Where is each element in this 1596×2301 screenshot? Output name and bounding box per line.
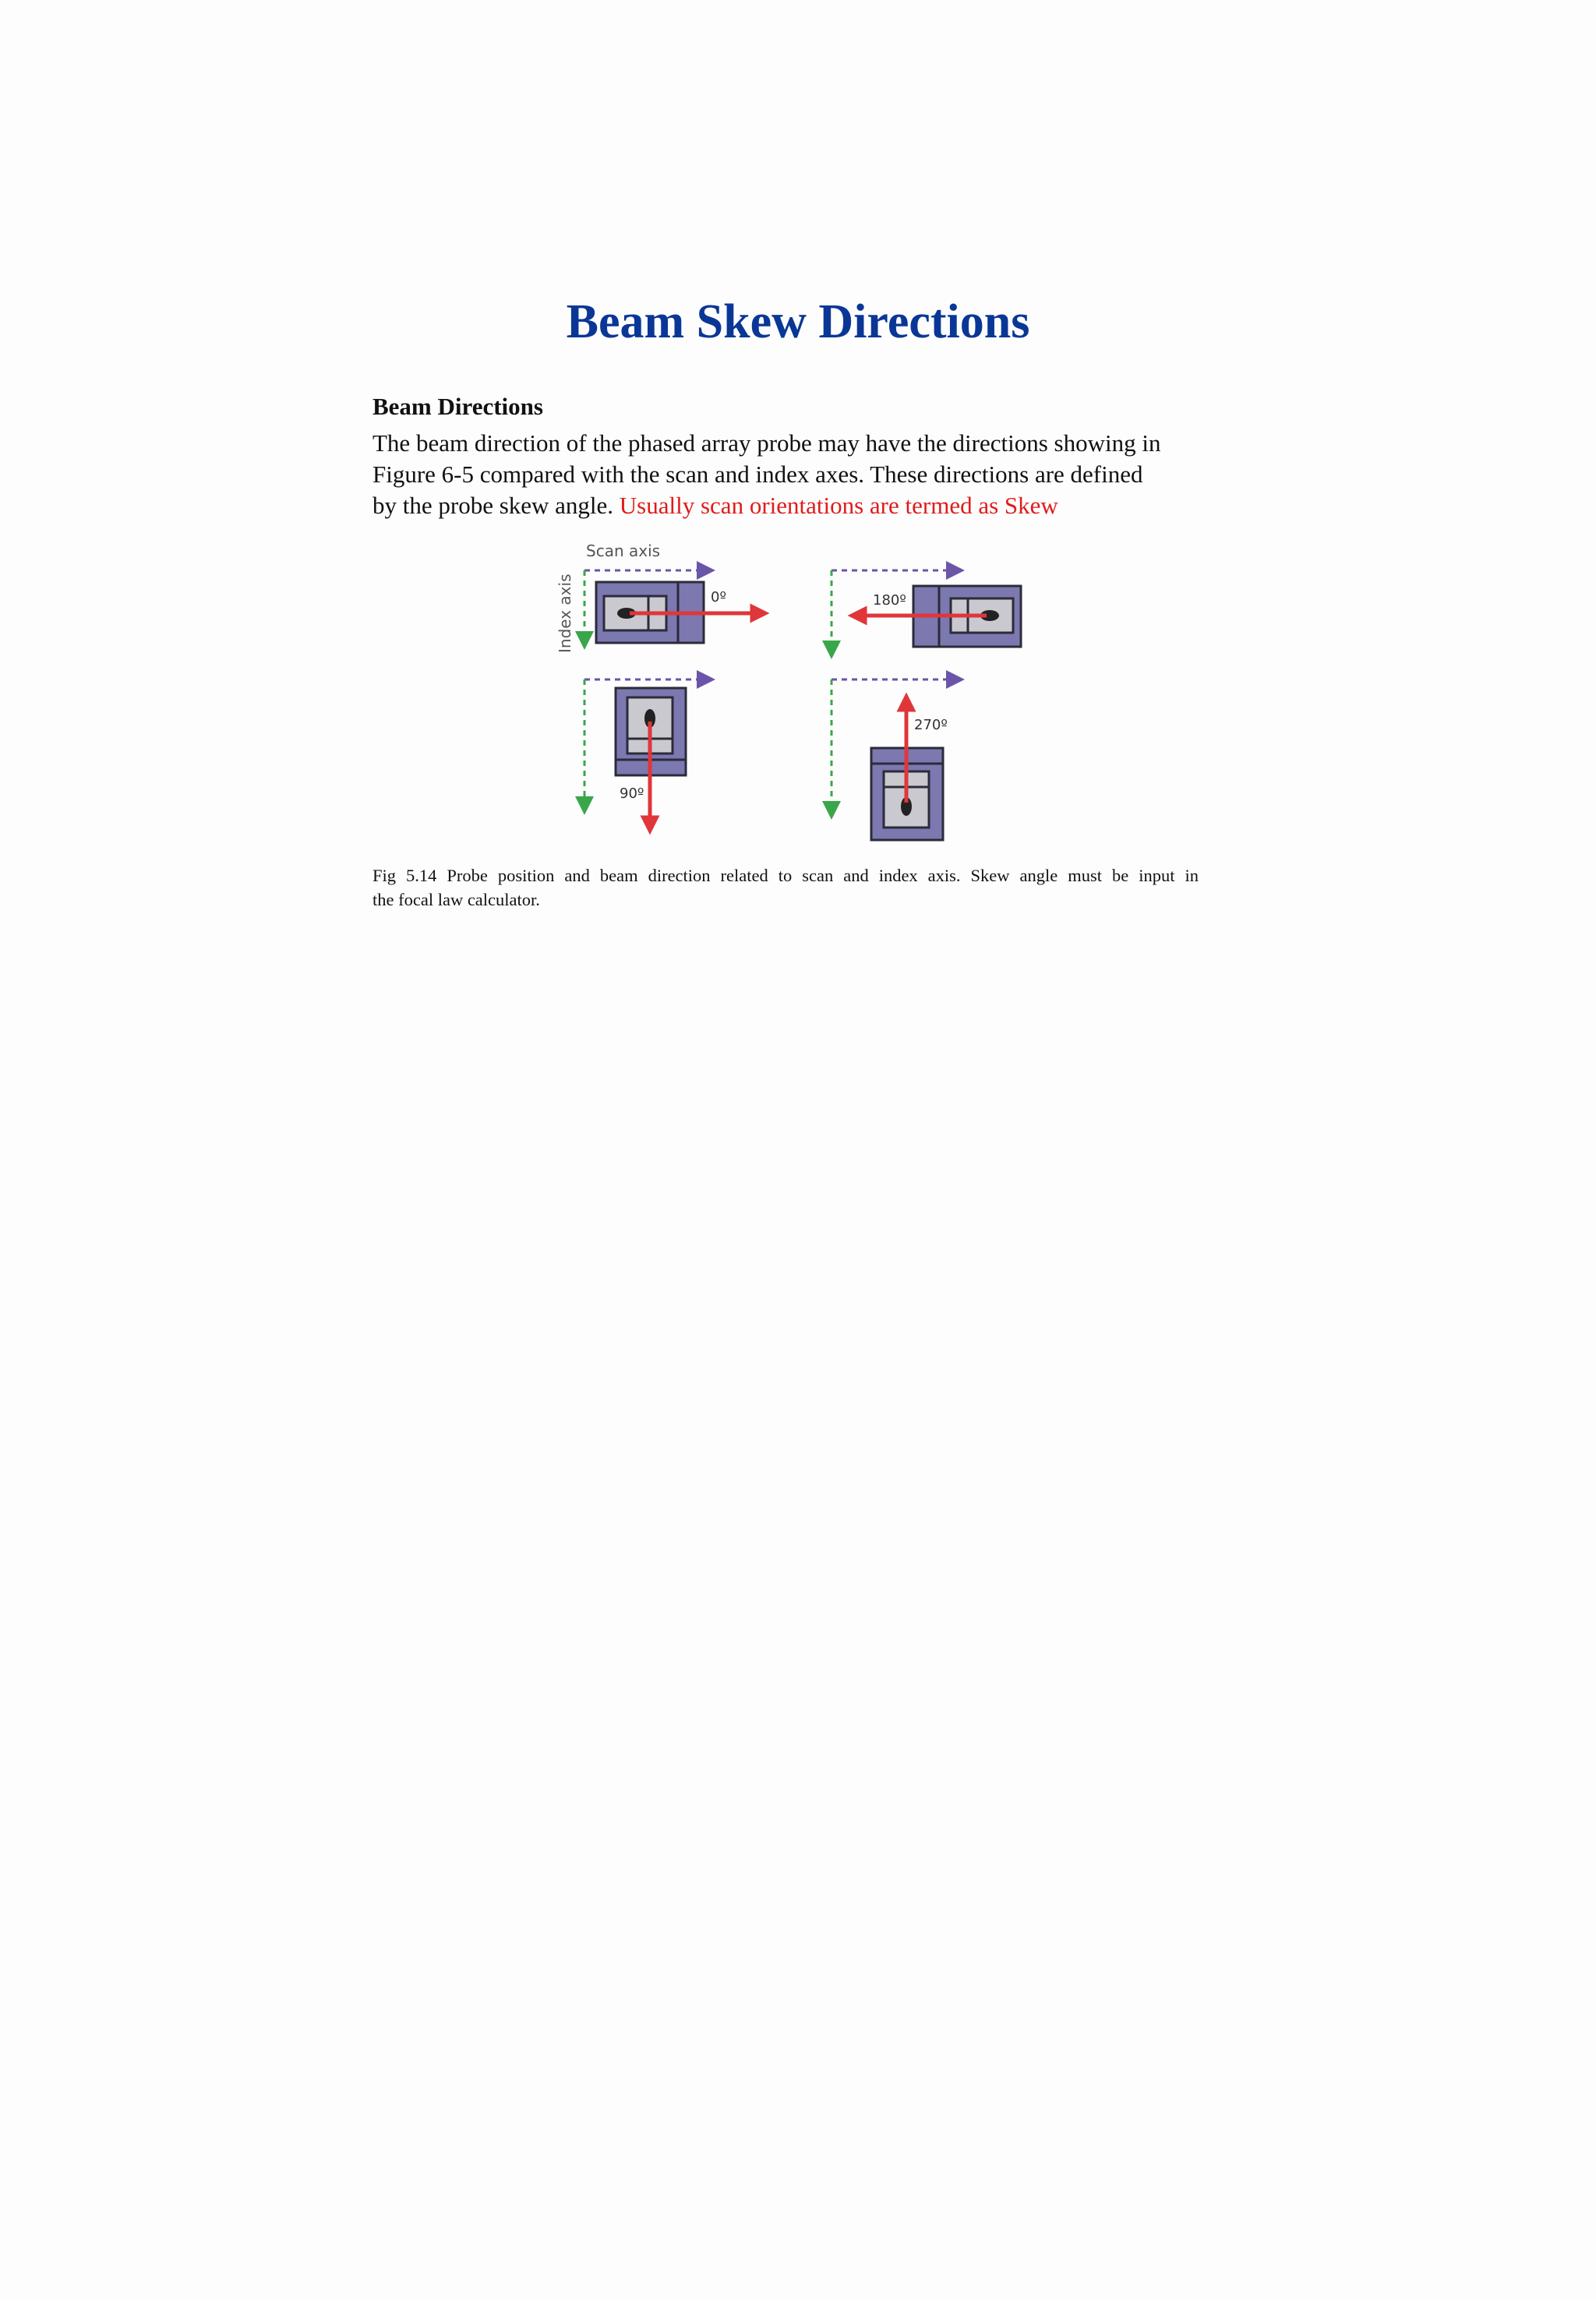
paragraph-line-3-text: by the probe skew angle. [373, 492, 620, 519]
caption-line-2: the focal law calculator. [373, 890, 540, 909]
quadrant-180-degree [832, 570, 1021, 655]
beam-direction-diagram [546, 538, 1044, 849]
index-axis-label: Index axis [556, 573, 574, 653]
quadrant-270-degree [832, 679, 960, 840]
angle-label-0: 0º [711, 589, 726, 605]
paragraph-line-3 [373, 490, 1230, 521]
paragraph-line-1: The beam direction of the phased array probe may have the directions showing in [373, 429, 1161, 457]
angle-label-90: 90º [620, 785, 644, 802]
beam-direction-figure [546, 538, 1044, 849]
figure-caption [373, 863, 1199, 912]
quadrant-0-degree [584, 570, 764, 645]
quadrant-90-degree [584, 679, 711, 829]
scan-axis-label: Scan axis [586, 542, 661, 560]
angle-label-270: 270º [914, 717, 948, 733]
section-heading: Beam Directions [373, 393, 543, 420]
page-title: Beam Skew Directions [566, 295, 1030, 348]
highlighted-note: Usually scan orientations are termed as Skew [619, 492, 1058, 519]
caption-line-1: Fig 5.14 Probe position and beam direction related to scan and index axis. Skew angle must be input in [373, 866, 1199, 885]
body-paragraph [373, 428, 1230, 521]
angle-label-180: 180º [873, 592, 906, 609]
paragraph-line-2: Figure 6-5 compared with the scan and index axes. These directions are defined [373, 461, 1143, 488]
